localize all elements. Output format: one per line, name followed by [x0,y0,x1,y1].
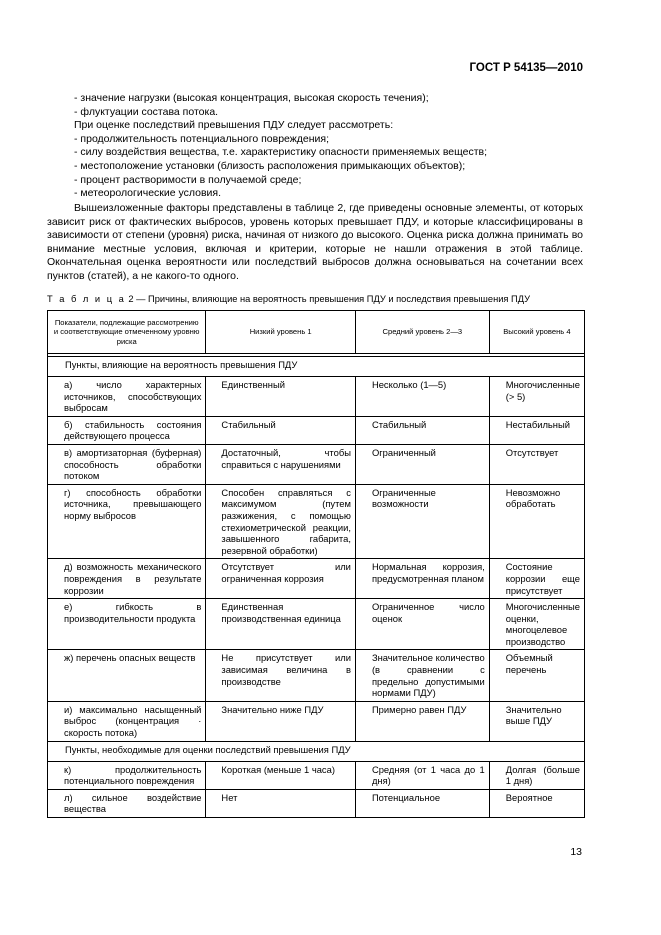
indicator-cell: г) способность обработки источника, превышающего норму выбросов [48,484,206,559]
table-caption [47,294,530,304]
table-row [48,377,585,417]
document-id: ГОСТ Р 54135—2010 [469,62,583,74]
intro-line: - значение нагрузки (высокая концентрация, высокая скорость течения); [74,92,429,104]
caption-label: Т а б л и ц а [47,294,126,304]
intro-line: - флуктуации состава потока. [74,105,219,118]
body-text [74,92,582,201]
medium-cell: Несколько (1—5) [355,377,489,417]
intro-line: - процент растворимости в получаемой среде; [74,173,302,186]
low-cell: Единственный [206,377,356,417]
risk-table [47,310,585,818]
indicator-cell: к) продолжительность потенциального повреждения [48,761,206,789]
caption-text: 2 — Причины, влияющие на вероятность превышения ПДУ и последствия превышения ПДУ [128,294,530,304]
section-title: Пункты, необходимые для оценки последствий превышения ПДУ [48,741,585,761]
indicator-cell: б) стабильность состояния действующего процесса [48,416,206,444]
high-cell: Долгая (больше 1 дня) [489,761,584,789]
low-cell: Значительно ниже ПДУ [206,701,356,741]
table-row [48,789,585,817]
table-header-row [48,311,585,354]
low-cell: Короткая (меньше 1 часа) [206,761,356,789]
intro-line: - местоположение установки (близость расположения примыкающих объектов); [74,159,466,172]
indicator-cell: а) число характерных источников, способствующих выбросам [48,377,206,417]
paragraph: Вышеизложенные факторы представлены в таблице 2, где приведены основные элементы, от которых зависит риск от фактических выбросов, уровень которых превышает ПДУ, и которые классифицированы в зависимости от степени (уровня) риска, начиная от низкого до высокого. Оценка риска должна принимать во внимание местные условия, включая и критерии, которые не нашли отражения в этой таблице. Окончательная оценка вероятности или последствий выбросов должна основываться на сочетании всех пунктов (статей), а не какого-то одного. [47,202,583,282]
high-cell: Состояние коррозии еще присутствует [489,559,584,599]
section-row [48,741,585,761]
table-row [48,444,585,484]
medium-cell: Нормальная коррозия, предусмотренная планом [355,559,489,599]
low-cell: Единственная производственная единица [206,599,356,650]
medium-cell: Значительное количество (в сравнении с предельно допустимыми нормами ПДУ) [355,650,489,701]
medium-cell: Ограниченный [355,444,489,484]
low-cell: Достаточный, чтобы справиться с нарушениями [206,444,356,484]
intro-line: - метеорологические условия. [74,187,222,200]
intro-line: - продолжительность потенциального повреждения; [74,132,330,145]
table-row [48,416,585,444]
indicator-cell: ж) перечень опасных веществ [48,650,206,701]
rows-group-1 [48,377,585,742]
table-row [48,559,585,599]
intro-line: При оценке последствий превышения ПДУ следует рассмотреть: [74,119,394,132]
medium-cell: Примерно равен ПДУ [355,701,489,741]
high-cell: Отсутствует [489,444,584,484]
page-number: 13 [570,846,582,858]
section-row [48,357,585,377]
high-cell: Значительно выше ПДУ [489,701,584,741]
low-cell: Стабильный [206,416,356,444]
medium-cell: Средняя (от 1 часа до 1 дня) [355,761,489,789]
section-title: Пункты, влияющие на вероятность превышения ПДУ [48,357,585,377]
high-cell: Объемный перечень [489,650,584,701]
table-row [48,761,585,789]
medium-cell: Ограниченные возможности [355,484,489,559]
header-low: Низкий уровень 1 [206,311,356,354]
table-row [48,484,585,559]
indicator-cell: е) гибкость в производительности продукта [48,599,206,650]
intro-line: - силу воздействия вещества, т.е. характеристику опасности применяемых веществ; [74,146,488,159]
low-cell: Нет [206,789,356,817]
low-cell: Способен справляться с максимумом (путем разжижения, с помощью стехиометрической реакции, завышенного габарита, резервной обработки) [206,484,356,559]
high-cell: Нестабильный [489,416,584,444]
indicator-cell: л) сильное воздействие вещества [48,789,206,817]
header-indicators: Показатели, подлежащие рассмотрению и соответствующие отмеченному уровню риска [48,311,206,354]
indicator-cell: и) максимально насыщенный выброс (концентрация · скорость потока) [48,701,206,741]
table-row [48,650,585,701]
low-cell: Не присутствует или зависимая величина в производстве [206,650,356,701]
high-cell: Многочисленные оценки, многоцелевое производство [489,599,584,650]
high-cell: Невозможно обработать [489,484,584,559]
rows-group-2 [48,761,585,817]
header-high: Высокий уровень 4 [489,311,584,354]
high-cell: Многочисленные (> 5) [489,377,584,417]
low-cell: Отсутствует или ограниченная коррозия [206,559,356,599]
indicator-cell: д) возможность механического повреждения в результате коррозии [48,559,206,599]
header-medium: Средний уровень 2—3 [355,311,489,354]
medium-cell: Стабильный [355,416,489,444]
table-row [48,599,585,650]
table-row [48,701,585,741]
medium-cell: Потенциальное [355,789,489,817]
indicator-cell: в) амортизаторная (буферная) способность обработки потоком [48,444,206,484]
medium-cell: Ограниченное число оценок [355,599,489,650]
high-cell: Вероятное [489,789,584,817]
